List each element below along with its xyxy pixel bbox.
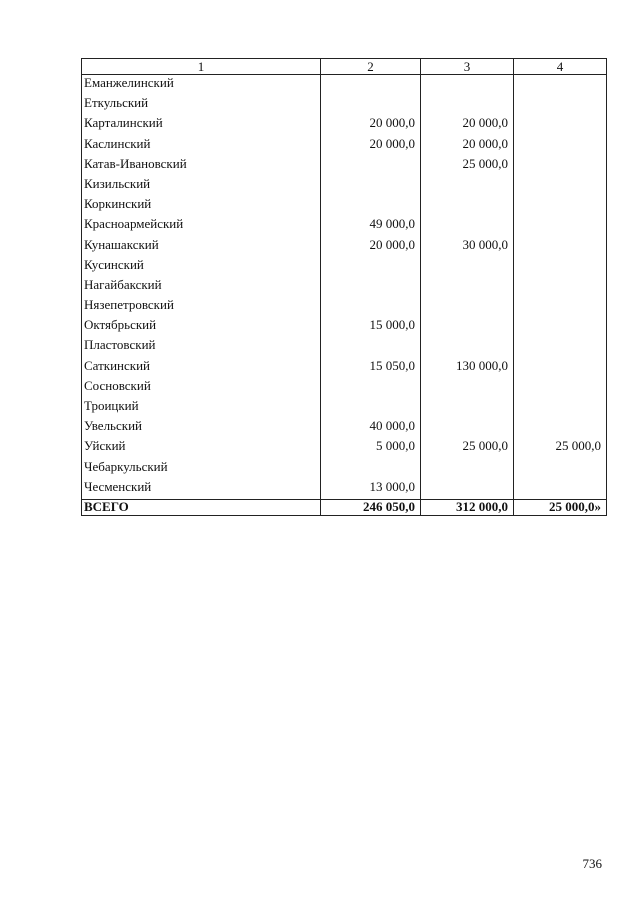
table-row	[82, 277, 607, 297]
value-cell-2	[321, 196, 421, 216]
value-cell-2: 13 000,0	[321, 479, 421, 500]
table-body	[82, 75, 607, 500]
value-cell-3: 25 000,0	[421, 438, 514, 458]
district-name: Саткинский	[82, 358, 321, 378]
value-cell-4	[514, 196, 607, 216]
value-cell-4	[514, 216, 607, 236]
table-row	[82, 95, 607, 115]
value-cell-3	[421, 75, 514, 96]
value-cell-2	[321, 176, 421, 196]
table-row	[82, 257, 607, 277]
value-cell-4	[514, 459, 607, 479]
value-cell-3	[421, 257, 514, 277]
table-row	[82, 479, 607, 500]
header-cell-1: 1	[82, 59, 321, 75]
total-cell-2: 246 050,0	[321, 499, 421, 515]
table-row	[82, 459, 607, 479]
value-cell-2	[321, 75, 421, 96]
table-row	[82, 216, 607, 236]
total-cell-4: 25 000,0»	[514, 499, 607, 515]
value-cell-2	[321, 277, 421, 297]
table-row	[82, 75, 607, 96]
value-cell-2	[321, 156, 421, 176]
value-cell-4	[514, 337, 607, 357]
district-name: Красноармейский	[82, 216, 321, 236]
district-name: Каслинский	[82, 136, 321, 156]
value-cell-2	[321, 378, 421, 398]
value-cell-4	[514, 358, 607, 378]
value-cell-2	[321, 398, 421, 418]
value-cell-2: 15 000,0	[321, 317, 421, 337]
table-row	[82, 398, 607, 418]
value-cell-3	[421, 297, 514, 317]
district-name: Еткульский	[82, 95, 321, 115]
page-number: 736	[582, 856, 602, 871]
value-cell-2	[321, 459, 421, 479]
district-name: Нагайбакский	[82, 277, 321, 297]
value-cell-4	[514, 257, 607, 277]
value-cell-3: 20 000,0	[421, 136, 514, 156]
value-cell-3	[421, 479, 514, 500]
value-cell-3: 30 000,0	[421, 237, 514, 257]
value-cell-4	[514, 317, 607, 337]
value-cell-4	[514, 115, 607, 135]
value-cell-4	[514, 297, 607, 317]
value-cell-2: 15 050,0	[321, 358, 421, 378]
district-name: Кизильский	[82, 176, 321, 196]
value-cell-3	[421, 378, 514, 398]
district-name: Кунашакский	[82, 237, 321, 257]
value-cell-4	[514, 156, 607, 176]
value-cell-3	[421, 277, 514, 297]
value-cell-3	[421, 176, 514, 196]
total-cell-3: 312 000,0	[421, 499, 514, 515]
district-name: Сосновский	[82, 378, 321, 398]
table-header	[82, 59, 607, 75]
table-row	[82, 337, 607, 357]
value-cell-2: 20 000,0	[321, 115, 421, 135]
value-cell-3	[421, 95, 514, 115]
district-name: Карталинский	[82, 115, 321, 135]
district-name: Чесменский	[82, 479, 321, 500]
header-cell-3: 3	[421, 59, 514, 75]
district-name: Пластовский	[82, 337, 321, 357]
value-cell-2	[321, 337, 421, 357]
value-cell-4	[514, 237, 607, 257]
value-cell-2	[321, 95, 421, 115]
value-cell-4	[514, 95, 607, 115]
value-cell-3	[421, 398, 514, 418]
value-cell-3	[421, 337, 514, 357]
value-cell-4	[514, 398, 607, 418]
value-cell-2: 40 000,0	[321, 418, 421, 438]
table-row	[82, 297, 607, 317]
table-row	[82, 136, 607, 156]
value-cell-2	[321, 257, 421, 277]
value-cell-3	[421, 317, 514, 337]
table-row	[82, 438, 607, 458]
value-cell-3	[421, 418, 514, 438]
value-cell-4	[514, 378, 607, 398]
value-cell-3: 25 000,0	[421, 156, 514, 176]
header-cell-2: 2	[321, 59, 421, 75]
total-row	[82, 499, 607, 515]
value-cell-4	[514, 418, 607, 438]
value-cell-3	[421, 459, 514, 479]
value-cell-3	[421, 216, 514, 236]
district-name: Еманжелинский	[82, 75, 321, 96]
data-table	[81, 58, 607, 516]
value-cell-4	[514, 136, 607, 156]
total-label: ВСЕГО	[82, 499, 321, 515]
value-cell-2	[321, 297, 421, 317]
district-name: Нязепетровский	[82, 297, 321, 317]
table-footer	[82, 499, 607, 515]
header-cell-4: 4	[514, 59, 607, 75]
table-row	[82, 317, 607, 337]
table-row	[82, 358, 607, 378]
value-cell-3: 20 000,0	[421, 115, 514, 135]
table-row	[82, 115, 607, 135]
value-cell-2: 20 000,0	[321, 136, 421, 156]
table-row	[82, 378, 607, 398]
value-cell-4	[514, 479, 607, 500]
district-name: Кусинский	[82, 257, 321, 277]
table-row	[82, 418, 607, 438]
district-name: Уйский	[82, 438, 321, 458]
value-cell-2: 49 000,0	[321, 216, 421, 236]
table-row	[82, 176, 607, 196]
value-cell-2: 20 000,0	[321, 237, 421, 257]
table-row	[82, 196, 607, 216]
district-name: Коркинский	[82, 196, 321, 216]
value-cell-3	[421, 196, 514, 216]
header-row	[82, 59, 607, 75]
value-cell-2: 5 000,0	[321, 438, 421, 458]
value-cell-4: 25 000,0	[514, 438, 607, 458]
district-name: Катав-Ивановский	[82, 156, 321, 176]
table-row	[82, 237, 607, 257]
value-cell-4	[514, 176, 607, 196]
district-name: Октябрьский	[82, 317, 321, 337]
district-name: Чебаркульский	[82, 459, 321, 479]
district-name: Увельский	[82, 418, 321, 438]
value-cell-4	[514, 75, 607, 96]
district-name: Троицкий	[82, 398, 321, 418]
value-cell-4	[514, 277, 607, 297]
table-row	[82, 156, 607, 176]
value-cell-3: 130 000,0	[421, 358, 514, 378]
